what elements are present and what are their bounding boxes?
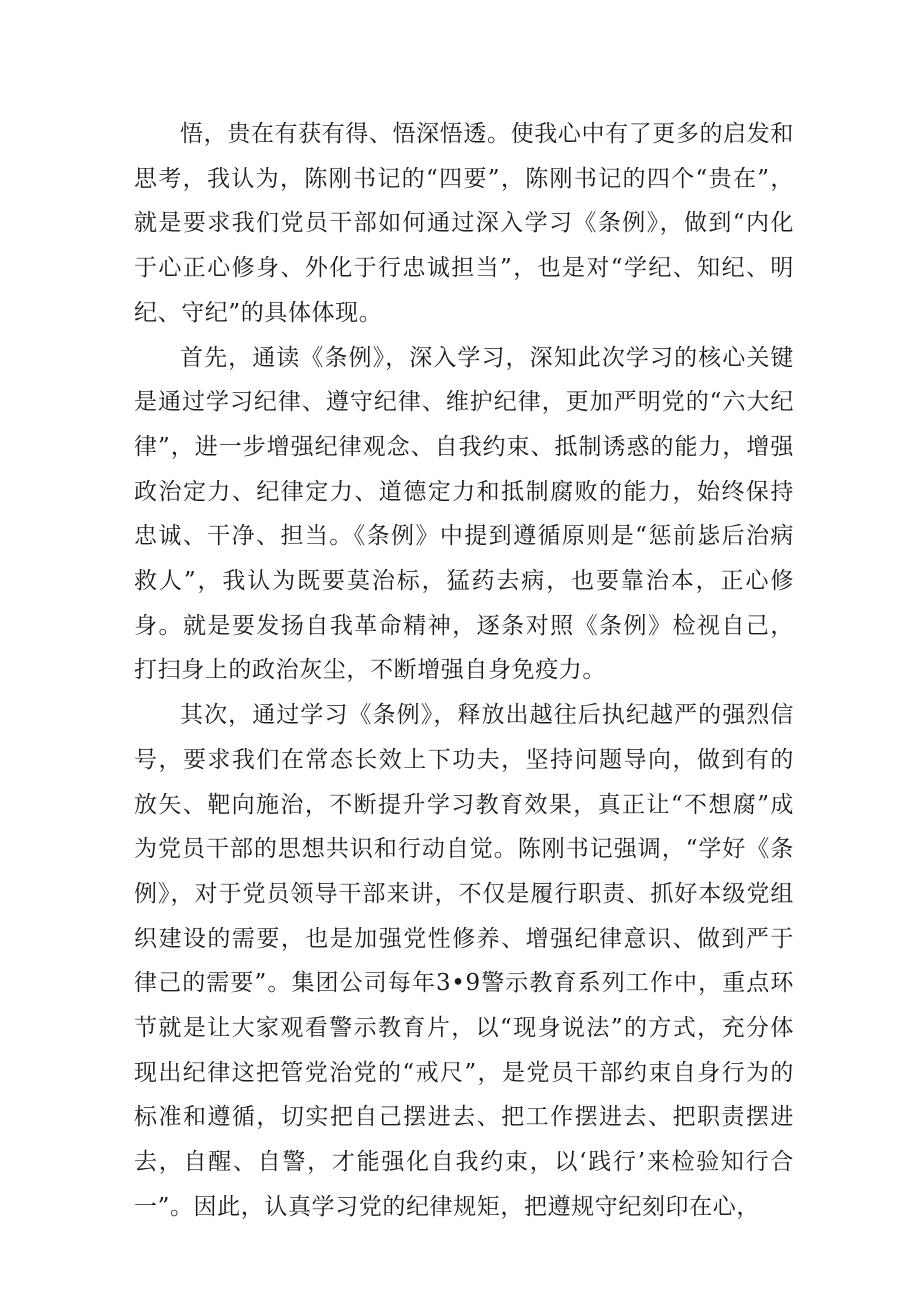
- paragraph-3: 其次，通过学习《条例》，释放出越往后执纪越严的强烈信号，要求我们在常态长效上下功夫，坚持问题导向，做到有的放矢、靶向施治，不断提升学习教育效果，真正让“不想腐”成为党员干部的思想共识和行动自觉。陈刚书记强调，“学好《条例》，对于党员领导干部来讲，不仅是履行职责、抓好本级党组织建设的需要，也是加强党性修养、增强纪律意识、做到严于律己的需要”。集团公司每年3•9警示教育系列工作中，重点环节就是让大家观看警示教育片，以“现身说法”的方式，充分体现出纪律这把管党治党的“戒尺”，是党员干部约束自身行为的标准和遵循，切实把自己摆进去、把工作摆进去、把职责摆进去，自醒、自警，才能强化自我约束，以‘践行’来检验知行合一”。因此，认真学习党的纪律规矩，把遵规守纪刻印在心，: [134, 702, 794, 1220]
- document-body: [134, 112, 794, 1230]
- paragraph-2: 首先，通读《条例》，深入学习，深知此次学习的核心关键是通过学习纪律、遵守纪律、维护纪律，更加严明党的“六大纪律”，进一步增强纪律观念、自我约束、抵制诱惑的能力，增强政治定力、纪律定力、道德定力和抵制腐败的能力，始终保持忠诚、干净、担当。《条例》中提到遵循原则是“惩前毖后治病救人”，我认为既要莫治标，猛药去病，也要靠治本，正心修身。就是要发扬自我革命精神，逐条对照《条例》检视自己，打扫身上的政治灰尘，不断增强自身免疫力。: [134, 344, 794, 684]
- paragraph-1: 悟，贵在有获有得、悟深悟透。使我心中有了更多的启发和思考，我认为，陈刚书记的“四要”，陈刚书记的四个“贵在”，就是要求我们党员干部如何通过深入学习《条例》，做到“内化于心正心修身、外化于行忠诚担当”，也是对“学纪、知纪、明纪、守纪”的具体体现。: [134, 121, 794, 326]
